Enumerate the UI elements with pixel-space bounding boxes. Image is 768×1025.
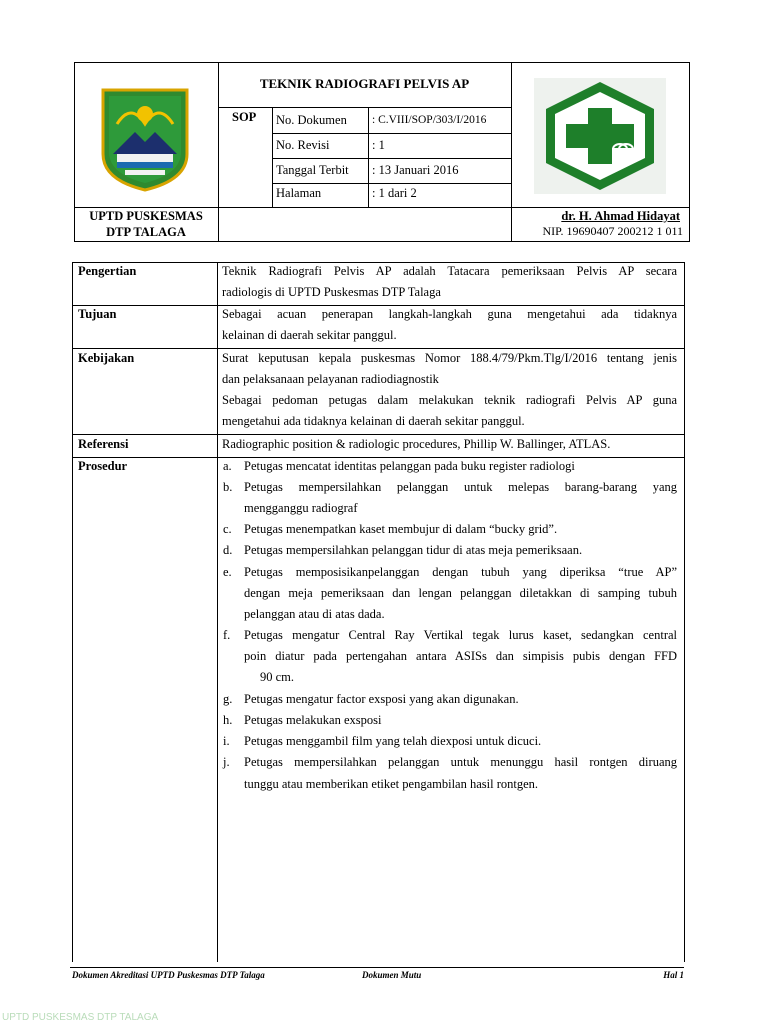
step-line: dengan meja pemeriksaan dan lengan pelanggan diletakkan di samping tubuh	[244, 586, 677, 600]
step-line: poin diatur pada pertengahan antara ASISs dan simpisis pubis dengan FFD	[244, 649, 677, 663]
step-letter: e.	[223, 565, 232, 579]
field-value-no-revisi: : 1	[372, 138, 385, 152]
sop-label: SOP	[232, 110, 257, 124]
step-letter: j.	[223, 755, 230, 769]
watermark-text: UPTD PUSKESMAS DTP TALAGA	[2, 1012, 159, 1023]
puskesmas-cross-logo	[534, 78, 666, 194]
label-tujuan: Tujuan	[78, 307, 117, 321]
footer-center-text: Dokumen Mutu	[362, 970, 422, 980]
step-line: Petugas menempatkan kaset membujur di dalam “bucky grid”.	[244, 522, 558, 536]
regency-emblem-logo	[95, 84, 195, 194]
kebijakan-line: Sebagai pedoman petugas dalam melakukan teknik radiografi Pelvis AP guna	[222, 393, 677, 407]
step-line: Petugas mengatur Central Ray Vertikal tegak lurus kaset, sedangkan central	[244, 628, 677, 642]
step-line: Petugas melakukan exsposi	[244, 713, 382, 727]
document-title: TEKNIK RADIOGRAFI PELVIS AP	[259, 76, 470, 91]
pengertian-line: radiologis di UPTD Puskesmas DTP Talaga	[222, 285, 441, 299]
field-value-tanggal-terbit: : 13 Januari 2016	[372, 163, 459, 177]
field-label-no-revisi: No. Revisi	[276, 138, 330, 152]
signatory-name: dr. H. Ahmad Hidayat	[561, 209, 680, 223]
tujuan-line: Sebagai acuan penerapan langkah-langkah guna mengetahui ada tidaknya	[222, 307, 677, 321]
kebijakan-line: Surat keputusan kepala puskesmas Nomor 188.4/79/Pkm.Tlg/I/2016 tentang jenis	[222, 351, 677, 365]
step-letter: b.	[223, 480, 233, 494]
label-pengertian: Pengertian	[78, 264, 137, 278]
referensi-text: Radiographic position & radiologic procedures, Phillip W. Ballinger, ATLAS.	[222, 437, 611, 451]
signatory-nip: NIP. 19690407 200212 1 011	[542, 224, 683, 238]
field-label-tanggal-terbit: Tanggal Terbit	[276, 163, 349, 177]
step-letter: h.	[223, 713, 233, 727]
step-line: mengganggu radiograf	[244, 501, 358, 515]
footer-left-text: Dokumen Akreditasi UPTD Puskesmas DTP Talaga	[72, 970, 265, 980]
org-name-line1: UPTD PUSKESMAS	[89, 209, 203, 223]
step-line: Petugas memposisikanpelanggan dengan tubuh yang diperiksa “true AP”	[244, 565, 677, 579]
label-referensi: Referensi	[78, 437, 129, 451]
field-value-halaman: : 1 dari 2	[372, 186, 417, 200]
footer-page-number: Hal 1	[663, 970, 684, 980]
label-prosedur: Prosedur	[78, 459, 128, 473]
step-line: Petugas mencatat identitas pelanggan pada buku register radiologi	[244, 459, 575, 473]
step-letter: c.	[223, 522, 232, 536]
kebijakan-line: dan pelaksanaan pelayanan radiodiagnostik	[222, 372, 439, 386]
step-line: pelanggan atau di atas dada.	[244, 607, 385, 621]
step-letter: d.	[223, 543, 233, 557]
step-line: Petugas mengatur factor exsposi yang akan digunakan.	[244, 692, 519, 706]
step-line: Petugas menggambil film yang telah diexposi untuk dicuci.	[244, 734, 542, 748]
step-letter: g.	[223, 692, 233, 706]
org-name-line2: DTP TALAGA	[106, 225, 186, 239]
step-letter: i.	[223, 734, 230, 748]
kebijakan-line: mengetahui ada tidaknya kelainan di daerah sekitar panggul.	[222, 414, 525, 428]
label-kebijakan: Kebijakan	[78, 351, 135, 365]
pengertian-line: Teknik Radiografi Pelvis AP adalah Tatacara pemeriksaan Pelvis AP secara	[222, 264, 677, 278]
field-value-no-dokumen: : C.VIII/SOP/303/I/2016	[372, 114, 487, 126]
tujuan-line: kelainan di daerah sekitar panggul.	[222, 328, 397, 342]
step-line: Petugas mempersilahkan pelanggan untuk menunggu hasil rontgen diruang	[244, 755, 677, 769]
step-letter: a.	[223, 459, 232, 473]
step-line: 90 cm.	[260, 670, 295, 684]
step-line: tunggu atau memberikan etiket pengambilan hasil rontgen.	[244, 777, 539, 791]
field-label-halaman: Halaman	[276, 186, 322, 200]
field-label-no-dokumen: No. Dokumen	[276, 113, 347, 127]
step-line: Petugas mempersilahkan pelanggan tidur di atas meja pemeriksaan.	[244, 543, 583, 557]
step-letter: f.	[223, 628, 231, 642]
step-line: Petugas mempersilahkan pelanggan untuk melepas barang-barang yang	[244, 480, 677, 494]
